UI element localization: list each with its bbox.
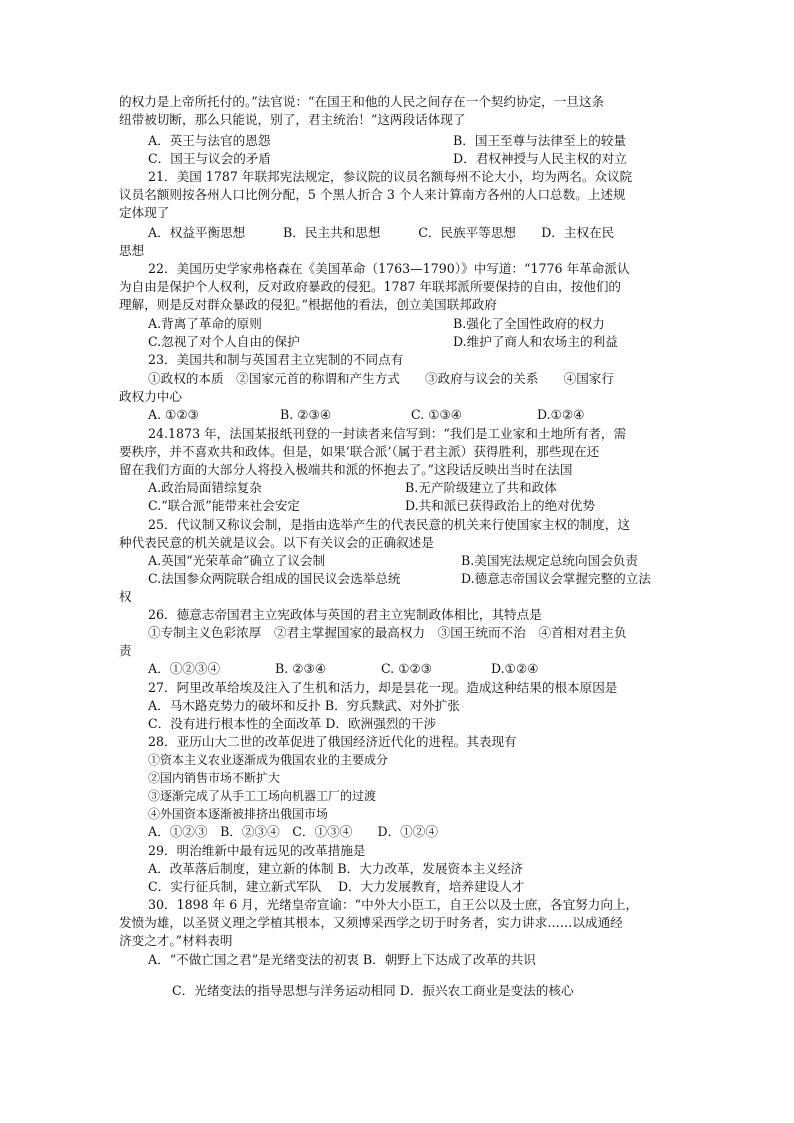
- text-line: 责: [119, 643, 132, 658]
- option-c: C. ①②③: [381, 661, 433, 676]
- text-line: 政权力中心: [119, 389, 182, 404]
- option-d: D.①②④: [537, 407, 585, 422]
- option-a: A.英国“光荣革命”确立了议会制: [148, 553, 326, 568]
- text-line: ①政权的本质 ②国家元首的称谓和产生方式 ③政府与议会的关系 ④国家行: [148, 371, 614, 386]
- question-22: 22．美国历史学家弗格森在《美国革命（1763—1790）》中写道：“1776 年革命派认: [148, 261, 630, 276]
- text-line: A．“不做亡国之君”是光绪变法的初衷 B．朝野上下达成了改革的共识: [148, 952, 536, 967]
- text-line: 权: [119, 589, 132, 604]
- option-d: D.德意志帝国议会掌握完整的立法: [461, 571, 651, 586]
- option-a: A．①②③④: [148, 661, 221, 676]
- text-line: 发愤为雄，以圣贤义理之学植其根本，又须博采西学之切于时务者，实力讲求……以成通经: [119, 915, 623, 930]
- text-line: ③逐渐完成了从手工工场向机器工厂的过渡: [148, 789, 377, 803]
- option-c: C．国王与议会的矛盾: [148, 151, 271, 166]
- text-line: C．没有进行根本性的全面改革 D．欧洲强烈的干涉: [148, 716, 437, 731]
- option-b: B．国王至尊与法律至上的较量: [453, 133, 626, 148]
- text-line: 留在我们方面的大部分人将投入极端共和派的怀抱去了。”这段话反映出当时在法国: [119, 462, 573, 477]
- text-line: 的权力是上帝所托付的。”法官说：“在国王和他的人民之间存在一个契约协定，一旦这条: [119, 94, 605, 109]
- question-30: 30．1898 年 6 月，光绪皇帝宣谕：“中外大小臣工，自王公以及士庶，各宜努力向上，: [148, 897, 639, 912]
- option-b: B. ②③④: [275, 661, 327, 676]
- option-c: C. ①③④: [411, 407, 463, 422]
- option-c: C.忽视了对个人自由的保护: [148, 334, 300, 349]
- option-a: A.政治局面错综复杂: [148, 480, 262, 495]
- option-b: B.美国宪法规定总统向国会负责: [461, 553, 638, 568]
- text-line: 要秩序，并不喜欢共和政体。但是，如果‘联合派’（属于君主派）获得胜利，那些现在还: [119, 444, 600, 459]
- text-line: 思想: [119, 243, 145, 258]
- text-line: ④外国资本逐渐被排挤出俄国市场: [148, 807, 329, 821]
- text-line: 纽带被切断，那么只能说，别了，君主统治！”这两段话体现了: [119, 112, 466, 127]
- option-d: D.①②④: [491, 661, 539, 676]
- text-line: C．实行征兵制，建立新式军队 D．大力发展教育，培养建设人才: [148, 879, 525, 894]
- text-line: ②国内销售市场不断扩大: [148, 771, 281, 785]
- text-line: ①专制主义色彩浓厚 ②君主掌握国家的最高权力 ③国王统而不治 ④首相对君主负: [148, 625, 627, 640]
- text-line: A．马木路克势力的破坏和反扑 B．穷兵黩武、对外扩张: [148, 698, 461, 713]
- option-a: A. ①②③: [148, 407, 199, 422]
- text-line: 理解，则是反对群众暴政的侵犯。”根据他的看法，创立美国联邦政府: [119, 297, 497, 312]
- option-a: A．英王与法官的恩怨: [148, 133, 271, 148]
- option-d: D．君权神授与人民主权的对立: [453, 151, 627, 166]
- question-29: 29．明治维新中最有远见的改革措施是: [148, 843, 366, 858]
- option-b: B.无产阶级建立了共和政体: [405, 480, 557, 495]
- question-24: 24.1873 年，法国某报纸刊登的一封读者来信写到：“我们是工业家和土地所有者，需: [148, 426, 627, 441]
- text-line: C．光绪变法的指导思想与洋务运动相同 D．振兴农工商业是变法的核心: [172, 983, 574, 998]
- text-line: 定体现了: [119, 205, 170, 220]
- option-d: D.共和派已获得政治上的绝对优势: [405, 498, 595, 513]
- question-27: 27．阿里改革给埃及注入了生机和活力，却是昙花一现。造成这种结果的根本原因是: [148, 680, 618, 695]
- question-21: 21．美国 1787 年联邦宪法规定，参议院的议员名额每州不论大小，均为两名。众议院: [148, 169, 633, 184]
- option-a: A.背离了革命的原则: [148, 316, 262, 331]
- options-line: A．权益平衡思想 B．民主共和思想 C．民族平等思想 D．主权在民: [148, 225, 615, 240]
- text-line: 种代表民意的机关就是议会。以下有关议会的正确叙述是: [119, 535, 434, 550]
- text-line: ①资本主义农业逐渐成为俄国农业的主要成分: [148, 753, 389, 767]
- option-d: D.维护了商人和农场主的利益: [453, 334, 618, 349]
- option-c: C.“联合派”能带来社会安定: [148, 498, 301, 513]
- question-26: 26．德意志帝国君主立宪政体与英国的君主立宪制政体相比，其特点是: [148, 607, 542, 622]
- question-28: 28．亚历山大二世的改革促进了俄国经济近代化的进程。其表现有: [148, 734, 517, 749]
- options-line: A．①②③ B．②③④ C．①③④ D．①②④: [148, 824, 438, 839]
- text-line: 议员名额则按各州人口比例分配，5 个黑人折合 3 个人来计算南方各州的人口总数。上述规: [119, 187, 626, 202]
- option-b: B.强化了全国性政府的权力: [453, 316, 605, 331]
- option-b: B. ②③④: [280, 407, 332, 422]
- text-line: A．改革落后制度，建立新的体制 B．大力改革，发展资本主义经济: [148, 861, 523, 876]
- text-line: 济变之才。”材料表明: [119, 933, 233, 948]
- text-line: 为自由是保护个人权利，反对政府暴政的侵犯。1787 年联邦派所要保持的自由，按他们的: [119, 279, 622, 294]
- question-25: 25．代议制又称议会制，是指由选举产生的代表民意的机关来行使国家主权的制度，这: [148, 517, 630, 532]
- option-c: C.法国参众两院联合组成的国民议会选举总统: [148, 571, 401, 586]
- question-23: 23．美国共和制与英国君主立宪制的不同点有: [148, 352, 404, 367]
